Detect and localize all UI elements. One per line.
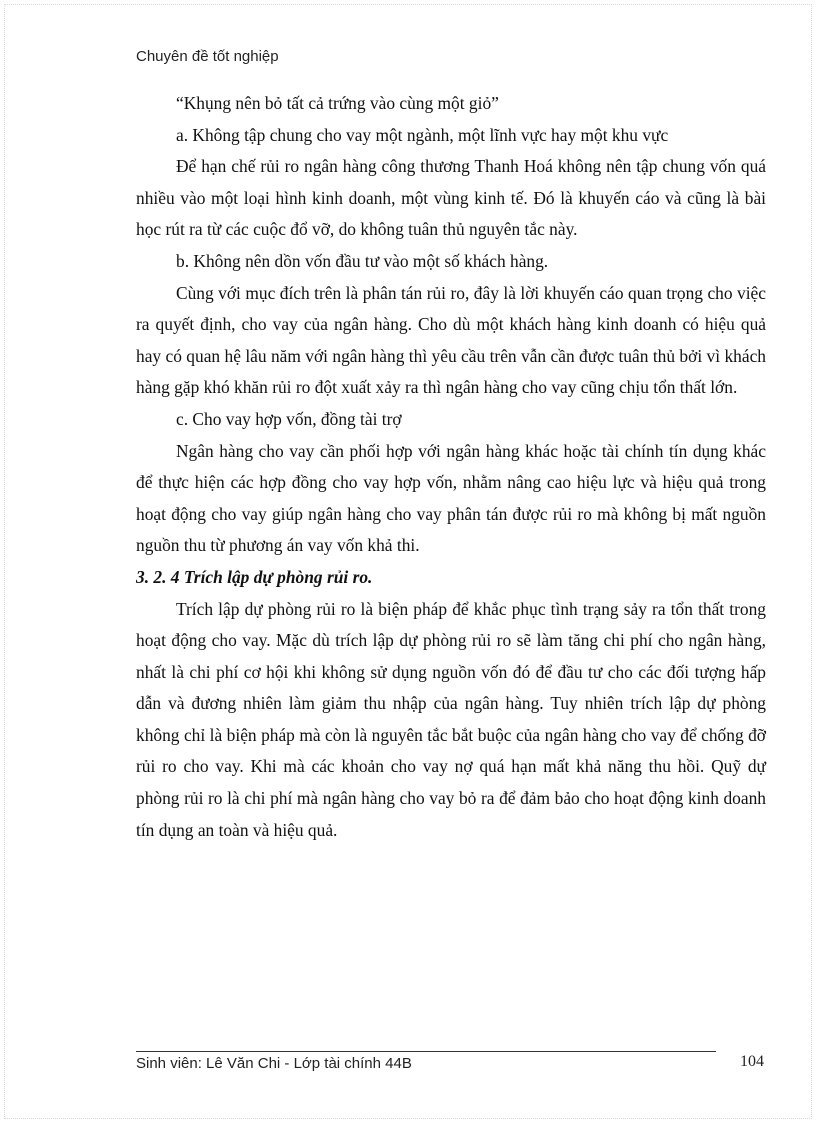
item-c-heading: c. Cho vay hợp vốn, đồng tài trợ: [176, 408, 402, 429]
quote-paragraph: “Khụng nên bỏ tất cả trứng vào cùng một giỏ”: [176, 93, 499, 113]
item-a-paragraph: Để hạn chế rủi ro ngân hàng công thương Thanh Hoá không nên tập chung vốn quá nhiều vào một loại hình kinh doanh, một vùng kinh tế. Đó là khuyến cáo và cũng là bài học rút ra từ các cuộc đổ vỡ, do không tuân thủ nguyên tắc này.: [136, 156, 766, 240]
page-number: 104: [740, 1053, 764, 1070]
item-b-paragraph: Cùng với mục đích trên là phân tán rủi ro, đây là lời khuyến cáo quan trọng cho việc ra quyết định, cho vay của ngân hàng. Cho dù một khách hàng kinh doanh có hiệu quả hay có quan hệ lâu năm với ngân hàng thì yêu cầu trên vẫn cần được tuân thủ bởi vì khách hàng gặp khó khăn rủi ro đột xuất xảy ra thì ngân hàng cho vay cũng chịu tổn thất lớn.: [136, 282, 766, 398]
footer-author: Sinh viên: Lê Văn Chi - Lớp tài chính 44B: [136, 1055, 412, 1072]
running-header: Chuyên đề tốt nghiệp: [136, 48, 279, 65]
item-c-paragraph: Ngân hàng cho vay cần phối hợp với ngân hàng khác hoặc tài chính tín dụng khác để thực hiện các hợp đồng cho vay hợp vốn, nhằm nâng cao hiệu lực và hiệu quả trong hoạt động cho vay giúp ngân hàng cho vay phân tán được rủi ro mà không bị mất nguồn nguồn thu từ phương án vay vốn khả thi.: [136, 440, 766, 556]
item-a-heading: a. Không tập chung cho vay một ngành, một lĩnh vực hay một khu vực: [176, 124, 669, 145]
footer-divider: [136, 1051, 716, 1052]
section-heading: 3. 2. 4 Trích lập dự phòng rủi ro.: [136, 566, 373, 587]
item-b-heading: b. Không nên dồn vốn đầu tư vào một số khách hàng.: [176, 250, 549, 271]
document-body: [136, 88, 766, 846]
section-paragraph: Trích lập dự phòng rủi ro là biện pháp để khắc phục tình trạng sảy ra tổn thất trong hoạt động cho vay. Mặc dù trích lập dự phòng rủi ro sẽ làm tăng chi phí cho ngân hàng, nhất là chi phí cơ hội khi không sử dụng nguồn vốn đó để đầu tư cho các đối tượng hấp dẫn và đương nhiên làm giảm thu nhập của ngân hàng. Tuy nhiên trích lập dự phòng không chỉ là biện pháp mà còn là nguyên tắc bắt buộc của ngân hàng cho vay để chống đỡ rủi ro cho vay. Khi mà các khoản cho vay nợ quá hạn mất khả năng thu hồi. Quỹ dự phòng rủi ro là chi phí mà ngân hàng cho vay bỏ ra để đảm bảo cho hoạt động kinh doanh tín dụng an toàn và hiệu quả.: [136, 598, 766, 840]
